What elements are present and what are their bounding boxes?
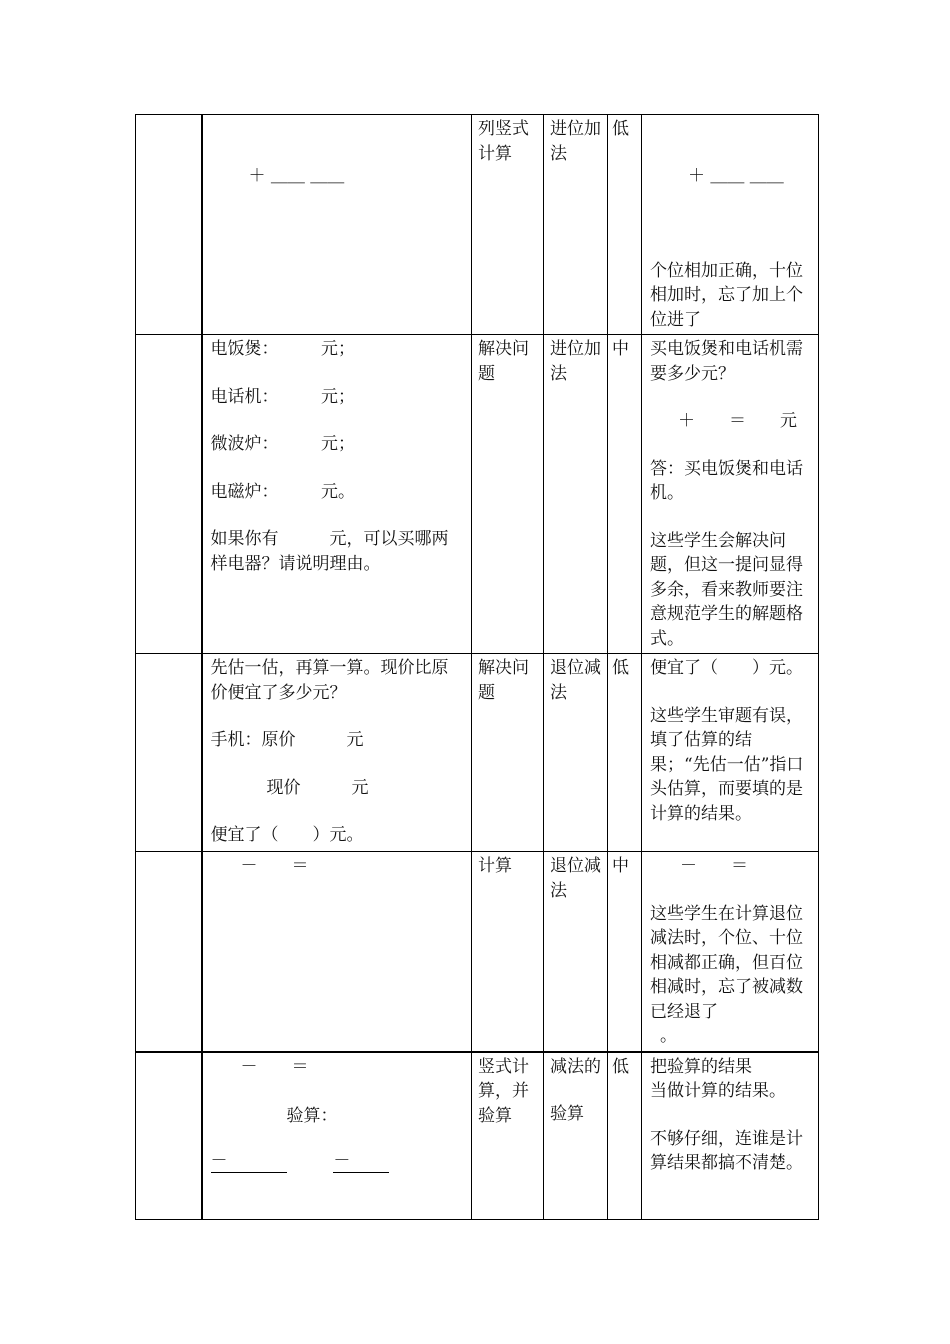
table-row [136,115,819,335]
check-label: 验算： [286,1106,338,1126]
analysis-line: 当做计算的结果。 [650,1081,786,1101]
addition-operator: ＋ ＿＿ ＿＿ [248,166,345,186]
analysis-note: 这些学生审题有误，填了估算的结果；“先估一估”指口头估算，而要填的是计算的结果。 [650,705,804,824]
level-cell: 中 [608,852,642,1052]
analysis-cell [642,654,819,852]
type-cell: 解决问题 [472,335,544,654]
equation-line: － ＝ [680,856,748,876]
price-line: 微波炉： 元； [210,434,355,454]
knowledge-line: 减法的 [550,1056,601,1077]
price-line: 电话机： 元； [210,386,355,407]
content-cell [202,654,472,852]
level-cell: 低 [608,654,642,852]
analysis-cell [642,852,819,1052]
analysis-line: 把验算的结果 [650,1056,752,1077]
row-index-cell [136,335,202,654]
analysis-note: 这些学生会解决问题，但这一提问显得多余，看来教师要注意规范学生的解题格式。 [650,530,803,649]
analysis-text: 个位相加正确，十位相加时，忘了加上个位进了 [650,260,803,330]
error-analysis-table [135,114,819,1220]
table-row [136,335,819,654]
table-row [136,654,819,852]
cheaper-line: 便宜了（ ）元。 [210,825,364,845]
row-index-cell [136,1052,202,1220]
knowledge-cell: 退位减法 [544,654,608,852]
knowledge-line: 验算 [550,1104,584,1124]
analysis-cell [642,115,819,335]
answer-line: 便宜了（ ）元。 [650,658,803,678]
knowledge-cell: 进位加法 [544,335,608,654]
type-cell: 解决问题 [472,654,544,852]
equation-line: － ＝ [240,856,309,876]
table-row [136,852,819,1052]
content-cell [202,852,472,1052]
price-line: 电磁炉： 元。 [210,481,355,502]
level-cell: 低 [608,1052,642,1220]
type-cell: 列竖式计算 [472,115,544,335]
equation-line: － ＝ [240,1056,309,1077]
question-text: 先估一估，再算一算。现价比原价便宜了多少元？ [210,658,449,703]
addition-operator: ＋ ＿＿ ＿＿ [688,166,784,186]
level-cell: 中 [608,335,642,654]
original-price-line: 手机：原价 元 [210,730,364,750]
type-cell: 计算 [472,852,544,1052]
vertical-calc-line: － [211,1150,287,1173]
knowledge-cell: 进位加法 [544,115,608,335]
content-cell [202,335,472,654]
analysis-note-tail: 。 [660,1026,677,1046]
price-line: 电饭煲： 元； [210,339,355,359]
current-price-line: 现价 元 [266,777,369,798]
analysis-cell [642,1052,819,1220]
question-text: 如果你有 元，可以买哪两样电器？请说明理由。 [210,529,449,574]
analysis-cell [642,335,819,654]
knowledge-cell [544,1052,608,1220]
answer-line: 答：买电饭煲和电话机。 [650,458,803,503]
verification-calc-line: － [333,1150,389,1173]
analysis-note: 这些学生在计算退位减法时，个位、十位相减都正确，但百位相减时，忘了被减数已经退了 [650,903,803,1022]
row-index-cell [136,115,202,335]
knowledge-cell: 退位减法 [544,852,608,1052]
content-cell [202,115,472,335]
level-cell: 低 [608,115,642,335]
analysis-question: 买电饭煲和电话机需要多少元？ [650,339,803,384]
type-cell: 竖式计算，并验算 [472,1052,544,1220]
content-cell [202,1052,472,1220]
row-index-cell [136,852,202,1052]
analysis-note: 不够仔细，连谁是计算结果都搞不清楚。 [650,1128,803,1173]
equation-line: ＋ ＝ 元 [678,411,797,431]
row-index-cell [136,654,202,852]
table-row [136,1052,819,1220]
